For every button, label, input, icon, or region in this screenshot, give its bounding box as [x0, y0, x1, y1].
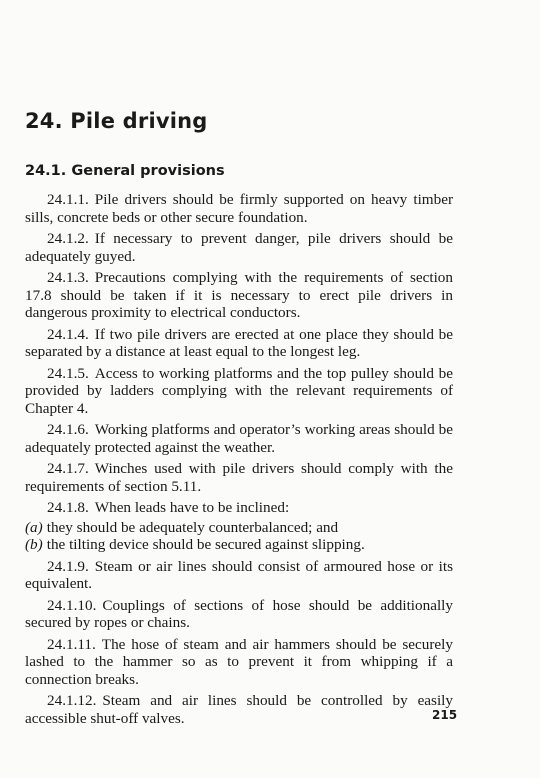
paragraph-24-1-8 [25, 499, 453, 517]
paragraph-24-1-6 [25, 421, 453, 456]
sub-item-b [25, 536, 453, 554]
paragraph-number: 24.1.12. [47, 692, 97, 709]
paragraph-text: The hose of steam and air hammers should be securely lashed to the hammer so as to prevent it from whipping if a connection breaks. [25, 635, 453, 688]
paragraph-24-1-1 [25, 191, 453, 226]
paragraph-text: When leads have to be inclined: [94, 499, 290, 516]
paragraph-text: Couplings of sections of hose should be additionally secured by ropes or chains. [25, 596, 453, 631]
paragraph-24-1-7 [25, 460, 453, 495]
section-heading: 24.1. General provisions [25, 163, 225, 179]
paragraph-24-1-11 [25, 636, 453, 689]
sub-item-label: (b) [25, 536, 43, 553]
paragraph-text: If two pile drivers are erected at one place they should be separated by a distance at least equal to the longest leg. [25, 325, 453, 360]
paragraph-text: Pile drivers should be firmly supported on heavy timber sills, concrete beds or other secure foundation. [25, 191, 453, 226]
paragraph-text: Winches used with pile drivers should comply with the requirements of section 5.11. [25, 460, 453, 495]
paragraph-text: Access to working platforms and the top pulley should be provided by ladders complying with the relevant requirements of Chapter 4. [25, 364, 453, 417]
page-number: 215 [432, 708, 458, 722]
sub-item-text: the tilting device should be secured against slipping. [46, 536, 365, 553]
paragraph-number: 24.1.3. [47, 269, 89, 286]
paragraph-24-1-5 [25, 365, 453, 418]
paragraph-text: Working platforms and operator’s working areas should be adequately protected against the weather. [25, 421, 453, 456]
sub-item-text: they should be adequately counterbalanced; and [46, 518, 339, 536]
paragraph-number: 24.1.11. [47, 635, 96, 653]
paragraph-number: 24.1.10. [47, 596, 97, 614]
paragraph-number: 24.1.1. [47, 191, 89, 208]
paragraph-24-1-10 [25, 597, 453, 632]
paragraph-24-1-3 [25, 269, 453, 322]
paragraph-text: Precautions complying with the requirements of section 17.8 should be taken if it is necessary to erect pile drivers in dangerous proximity to electrical conductors. [25, 269, 453, 321]
paragraph-24-1-4 [25, 326, 453, 361]
paragraph-24-1-12 [25, 692, 453, 727]
paragraph-24-1-9 [25, 558, 453, 593]
paragraph-24-1-2 [25, 230, 453, 265]
paragraph-text: Steam or air lines should consist of armoured hose or its equivalent. [25, 557, 453, 592]
paragraph-number: 24.1.8. [47, 499, 89, 516]
paragraph-number: 24.1.7. [47, 460, 89, 477]
sub-item-label: (a) [25, 518, 43, 536]
paragraph-number: 24.1.4. [47, 325, 89, 343]
chapter-title: 24. Pile driving [25, 109, 208, 133]
paragraph-number: 24.1.9. [47, 557, 89, 575]
paragraph-text: Steam and air lines should be controlled by easily accessible shut-off valves. [25, 692, 453, 727]
sub-item-a [25, 519, 453, 537]
paragraph-number: 24.1.6. [47, 421, 89, 438]
paragraph-number: 24.1.2. [47, 230, 89, 247]
paragraph-number: 24.1.5. [47, 364, 89, 382]
paragraph-text: If necessary to prevent danger, pile drivers should be adequately guyed. [25, 230, 453, 265]
section-body [25, 191, 453, 731]
